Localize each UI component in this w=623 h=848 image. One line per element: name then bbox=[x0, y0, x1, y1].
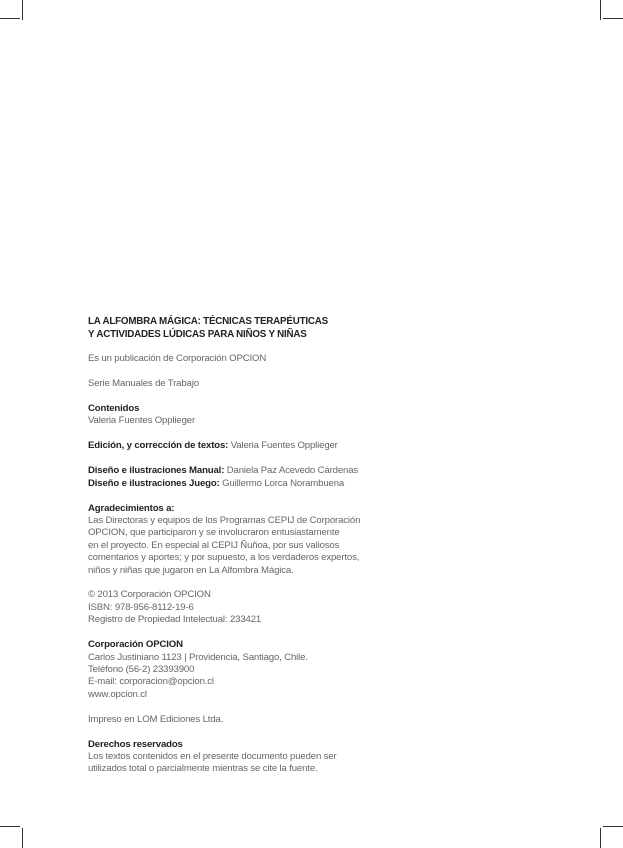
publication-line bbox=[88, 353, 366, 365]
series-line bbox=[88, 378, 366, 390]
corporation-heading: Corporación OPCION bbox=[88, 639, 183, 651]
copyright-line: © 2013 Corporación OPCION bbox=[88, 589, 211, 601]
design-manual-label: Diseño e ilustraciones Manual: bbox=[88, 465, 225, 477]
design-section bbox=[88, 465, 366, 490]
design-game-label: Diseño e ilustraciones Juego: bbox=[88, 477, 220, 489]
thanks-line-2: OPCION, que participaron y se involucraron entusiastamente bbox=[88, 527, 340, 539]
isbn-line: ISBN: 978-956-8112-19-6 bbox=[88, 601, 194, 613]
corporation-address: Carlos Justiniano 1123 | Providencia, Santiago, Chile. bbox=[88, 651, 308, 663]
book-title-line-1: LA ALFOMBRA MÁGICA: TÉCNICAS TERAPÉUTICAS bbox=[88, 316, 328, 327]
corporation-phone: Teléfono (56-2) 23393900 bbox=[88, 664, 195, 675]
publisher-text: Es un publicación de Corporación OPCION bbox=[88, 353, 267, 365]
crop-mark-bottom-left-vertical bbox=[22, 828, 23, 848]
registry-line: Registro de Propiedad Intelectual: 233421 bbox=[88, 614, 262, 626]
printed-text: Impreso en LOM Ediciones Ltda. bbox=[88, 713, 224, 725]
thanks-section bbox=[88, 503, 366, 577]
thanks-line-3: en el proyecto. En especial al CEPIJ Ñuñoa, por sus valiosos bbox=[88, 539, 340, 551]
design-manual-value: Daniela Paz Acevedo Cárdenas bbox=[224, 465, 359, 477]
crop-mark-bottom-right-horizontal bbox=[603, 826, 623, 827]
book-title bbox=[88, 316, 366, 341]
copyright-section bbox=[88, 589, 366, 626]
printed-section bbox=[88, 714, 366, 726]
colophon bbox=[88, 316, 366, 788]
thanks-line-5: niños y niñas que jugaron en La Alfombra Mágica. bbox=[88, 564, 294, 576]
design-game-value: Guillermo Lorca Norambuena bbox=[219, 477, 345, 489]
contents-author: Valeria Fuentes Opplieger bbox=[88, 415, 195, 427]
thanks-line-4: comentarios y aportes; y por supuesto, a los verdaderos expertos, bbox=[88, 552, 360, 564]
corporation-section bbox=[88, 639, 366, 701]
thanks-heading: Agradecimientos a: bbox=[88, 502, 175, 514]
editing-label: Edición, y corrección de textos: bbox=[88, 440, 229, 452]
corporation-website: www.opcion.cl bbox=[88, 688, 147, 700]
rights-line-1: Los textos contenidos en el presente documento pueden ser bbox=[88, 751, 337, 763]
crop-mark-bottom-right-vertical bbox=[600, 828, 601, 848]
editing-value: Valeria Fuentes Opplieger bbox=[228, 440, 338, 452]
editing-section bbox=[88, 440, 366, 452]
rights-section bbox=[88, 739, 366, 776]
rights-heading: Derechos reservados bbox=[88, 738, 183, 750]
thanks-line-1: Las Directoras y equipos de los Programas CEPIJ de Corporación bbox=[88, 514, 361, 526]
rights-line-2: utilizados total o parcialmente mientras se cite la fuente. bbox=[88, 763, 318, 775]
crop-mark-top-right-vertical bbox=[600, 0, 601, 20]
contents-heading: Contenidos bbox=[88, 403, 140, 414]
crop-mark-top-left-vertical bbox=[22, 0, 23, 20]
book-title-line-2: Y ACTIVIDADES LÚDICAS PARA NIÑOS Y NIÑAS bbox=[88, 328, 307, 340]
contents-section bbox=[88, 403, 366, 428]
crop-mark-bottom-left-horizontal bbox=[0, 826, 20, 827]
crop-mark-top-right-horizontal bbox=[603, 18, 623, 19]
series-text: Serie Manuales de Trabajo bbox=[88, 378, 199, 390]
crop-mark-top-left-horizontal bbox=[0, 18, 20, 19]
corporation-email: E-mail: corporacion@opcion.cl bbox=[88, 676, 214, 688]
